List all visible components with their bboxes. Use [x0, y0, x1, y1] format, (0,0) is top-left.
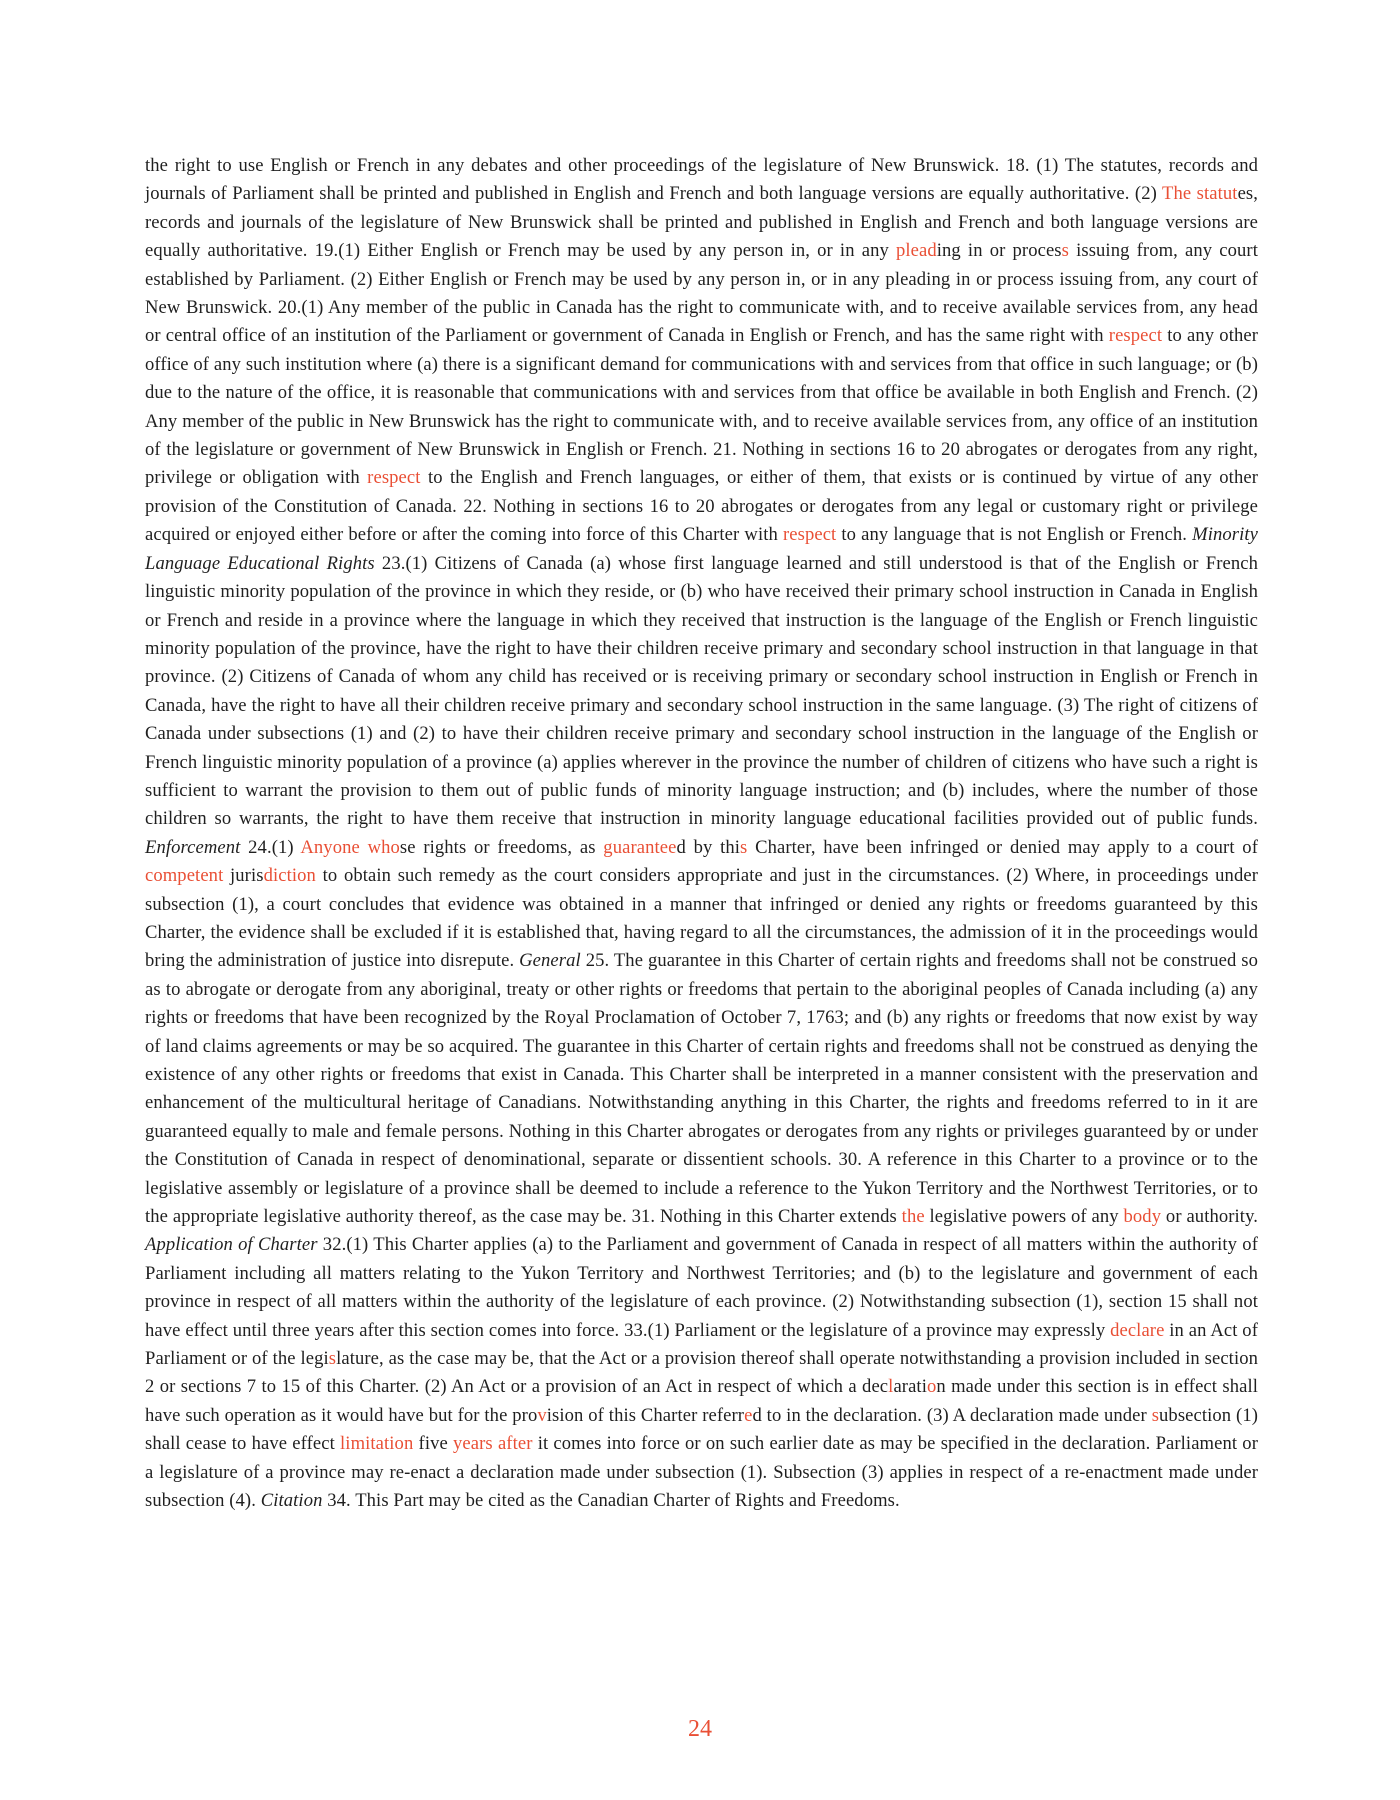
text-run: d to in the declaration. (3) A declaration made under — [752, 1404, 1152, 1426]
highlighted-text-run: guarantee — [603, 836, 677, 858]
highlighted-text-run: s — [740, 836, 748, 858]
highlighted-text-run: e — [744, 1404, 753, 1426]
highlighted-text-run: respect — [1108, 325, 1163, 347]
text-run: to any language that is not English or French. — [836, 524, 1193, 546]
text-run: 25. The guarantee in this Charter of certain rights and freedoms shall not be construed so as to abrogate or derogate from any aboriginal, treaty or other rights or freedoms that pertain to the aboriginal peoples of Canada including (a) any rights or freedoms that have been recognized by the Royal Proclamation of October 7, 1763; and (b) any rights or freedoms that now exist by way of land claims agreements or may be so acquired. The guarantee in this Charter of certain rights and freedoms shall not be construed as denying the existence of any other rights or freedoms that exist in Canada. This Charter shall be interpreted in a manner consistent with the preservation and enhancement of the multicultural heritage of Canadians. Notwithstanding anything in this Charter, the rights and freedoms referred to in it are guaranteed equally to male and female persons. Nothing in this Charter abrogates or derogates from any rights or privileges guaranteed by or under the Constitution of Canada in respect of denominational, separate or dissentient schools. 30. A reference in this Charter to a province or to the legislative assembly or legislature of a province shall be deemed to include a reference to the Yukon Territory and the Northwest Territories, or to the appropriate legislative authority thereof, as the case may be. 31. Nothing in this Charter extends — [145, 950, 1258, 1228]
text-run: it comes into force or on such earlier date as may be specified in the declaration. Parliament or a legislature of a province may re-enact a declaration made under subsection (1). Subsection (3) applies in respect of a re-enactment made under subsection (4). — [145, 1433, 1258, 1512]
highlighted-text-run: s — [1061, 240, 1069, 262]
text-run: n made under this section is in effect shall have such operation as it would have but for the pro — [145, 1376, 1258, 1426]
text-run: five — [413, 1433, 454, 1455]
text-run: 23.(1) Citizens of Canada (a) whose first language learned and still understood is that of the English or French linguistic minority population of the province in which they reside, or (b) who have received their primary school instruction in Canada in English or French and reside in a province where the language in which they received that instruction is the language of the English or French linguistic minority population of the province, have the right to have their children receive primary and secondary school instruction in that language in that province. (2) Citizens of Canada of whom any child has received or is receiving primary or secondary school instruction in English or French in Canada, have the right to have all their children receive primary and secondary school instruction in the same language. (3) The right of citizens of Canada under subsections (1) and (2) to have their children receive primary and secondary school instruction in the language of the English or French linguistic minority population of a province (a) applies wherever in the province the number of children of citizens who have such a right is sufficient to warrant the provision to them out of public funds of minority language instruction; and (b) includes, where the number of those children so warrants, the right to have them receive that instruction in minority language educational facilities provided out of public funds. — [145, 552, 1258, 830]
highlighted-text-run: s — [1151, 1404, 1160, 1426]
highlighted-text-run: Anyone who — [300, 836, 400, 858]
highlighted-text-run: respect — [782, 524, 837, 546]
page-number: 24 — [688, 1716, 712, 1742]
highlighted-text-run: s — [328, 1348, 337, 1370]
section-heading-italic: Citation — [260, 1490, 323, 1512]
highlighted-text-run: The statut — [1162, 183, 1238, 205]
charter-body-text — [145, 152, 1258, 1516]
highlighted-text-run: body — [1123, 1206, 1162, 1228]
text-run: Charter, have been infringed or denied may apply to a court of — [747, 836, 1259, 858]
text-run: or authority. — [1161, 1206, 1259, 1228]
text-run: to obtain such remedy as the court considers appropriate and just in the circumstances. (2) Where, in proceedings under subsection (1), a court concludes that evidence was obtained in a manner that infringed or denied any rights or freedoms guaranteed by this Charter, the evidence shall be excluded if it is established that, having regard to all the circumstances, the admission of it in the proceedings would bring the administration of justice into disrepute. — [145, 865, 1258, 972]
text-run: ubsection (1) shall cease to have effect — [145, 1404, 1259, 1455]
highlighted-text-run: competent — [145, 865, 224, 887]
section-heading-italic: Application of Charter — [145, 1234, 318, 1256]
highlighted-text-run: years after — [453, 1433, 533, 1455]
text-run: 34. This Part may be cited as the Canadian Charter of Rights and Freedoms. — [322, 1490, 900, 1512]
text-run: to any other office of any such institution where (a) there is a significant demand for communications with and services from that office in such language; or (b) due to the nature of the office, it is reasonable that communications with and services from that office be available in both English and French. (2) Any member of the public in New Brunswick has the right to communicate with, and to receive available services from, any office of an institution of the legislature or government of New Brunswick in English or French. 21. Nothing in sections 16 to 20 abrogates or derogates from any right, privilege or obligation with — [145, 325, 1259, 489]
highlighted-text-run: diction — [263, 865, 316, 887]
highlighted-text-run: limitation — [340, 1433, 414, 1455]
text-run: legislative powers of any — [924, 1206, 1124, 1228]
highlighted-text-run: l — [888, 1376, 894, 1398]
text-run: ision of this Charter referr — [546, 1404, 745, 1426]
text-run: in an Act of Parliament or of the legi — [145, 1319, 1258, 1370]
highlighted-text-run: the — [901, 1206, 925, 1228]
section-heading-italic: General — [519, 950, 581, 972]
section-heading-italic: Minority Language Educational Rights — [145, 524, 1258, 574]
text-run: d by thi — [676, 836, 741, 858]
text-run: lature, as the case may be, that the Act or a provision thereof shall operate notwithstanding a provision included in section 2 or sections 7 to 15 of this Charter. (2) An Act or a provision of an Act in respect of which a dec — [145, 1348, 1258, 1398]
text-run: the right to use English or French in any debates and other proceedings of the legislature of New Brunswick. 18. (1) The statutes, records and journals of Parliament shall be printed and published in English and French and both language versions are equally authoritative. (2) — [145, 155, 1258, 205]
text-run: 24.(1) — [240, 836, 301, 858]
highlighted-text-run: respect — [367, 467, 421, 489]
text-run: ing in or proces — [936, 240, 1062, 262]
highlighted-text-run: o — [926, 1376, 937, 1398]
text-run: to the English and French languages, or either of them, that exists or is continued by virtue of any other provision of the Constitution of Canada. 22. Nothing in sections 16 to 20 abrogates or derogates from any legal or customary right or privilege acquired or enjoyed either before or after the coming into force of this Charter with — [145, 467, 1258, 546]
text-run: juris — [223, 865, 264, 887]
text-run: se rights or freedoms, as — [399, 836, 604, 858]
text-run: es, records and journals of the legislature of New Brunswick shall be printed and published in English and French and both language versions are equally authoritative. 19.(1) Either English or French may be used by any person in, or in any — [145, 183, 1258, 262]
text-run: issuing from, any court established by Parliament. (2) Either English or French may be used by any person in, or in any pleading in or process issuing from, any court of New Brunswick. 20.(1) Any member of the public in Canada has the right to communicate with, and to receive available services from, any head or central office of an institution of the Parliament or government of Canada in English or French, and has the same right with — [145, 240, 1258, 347]
text-run: 32.(1) This Charter applies (a) to the Parliament and government of Canada in respect of all matters within the authority of Parliament including all matters relating to the Yukon Territory and Northwest Territories; and (b) to the legislature and government of each province in respect of all matters within the authority of the legislature of each province. (2) Notwithstanding subsection (1), section 15 shall not have effect until three years after this section comes into force. 33.(1) Parliament or the legislature of a province may expressly — [145, 1234, 1258, 1341]
text-run: arati — [893, 1376, 927, 1398]
highlighted-text-run: v — [537, 1404, 547, 1426]
highlighted-text-run: declare — [1110, 1319, 1165, 1341]
section-heading-italic: Enforcement — [145, 836, 241, 858]
highlighted-text-run: plead — [895, 240, 937, 262]
